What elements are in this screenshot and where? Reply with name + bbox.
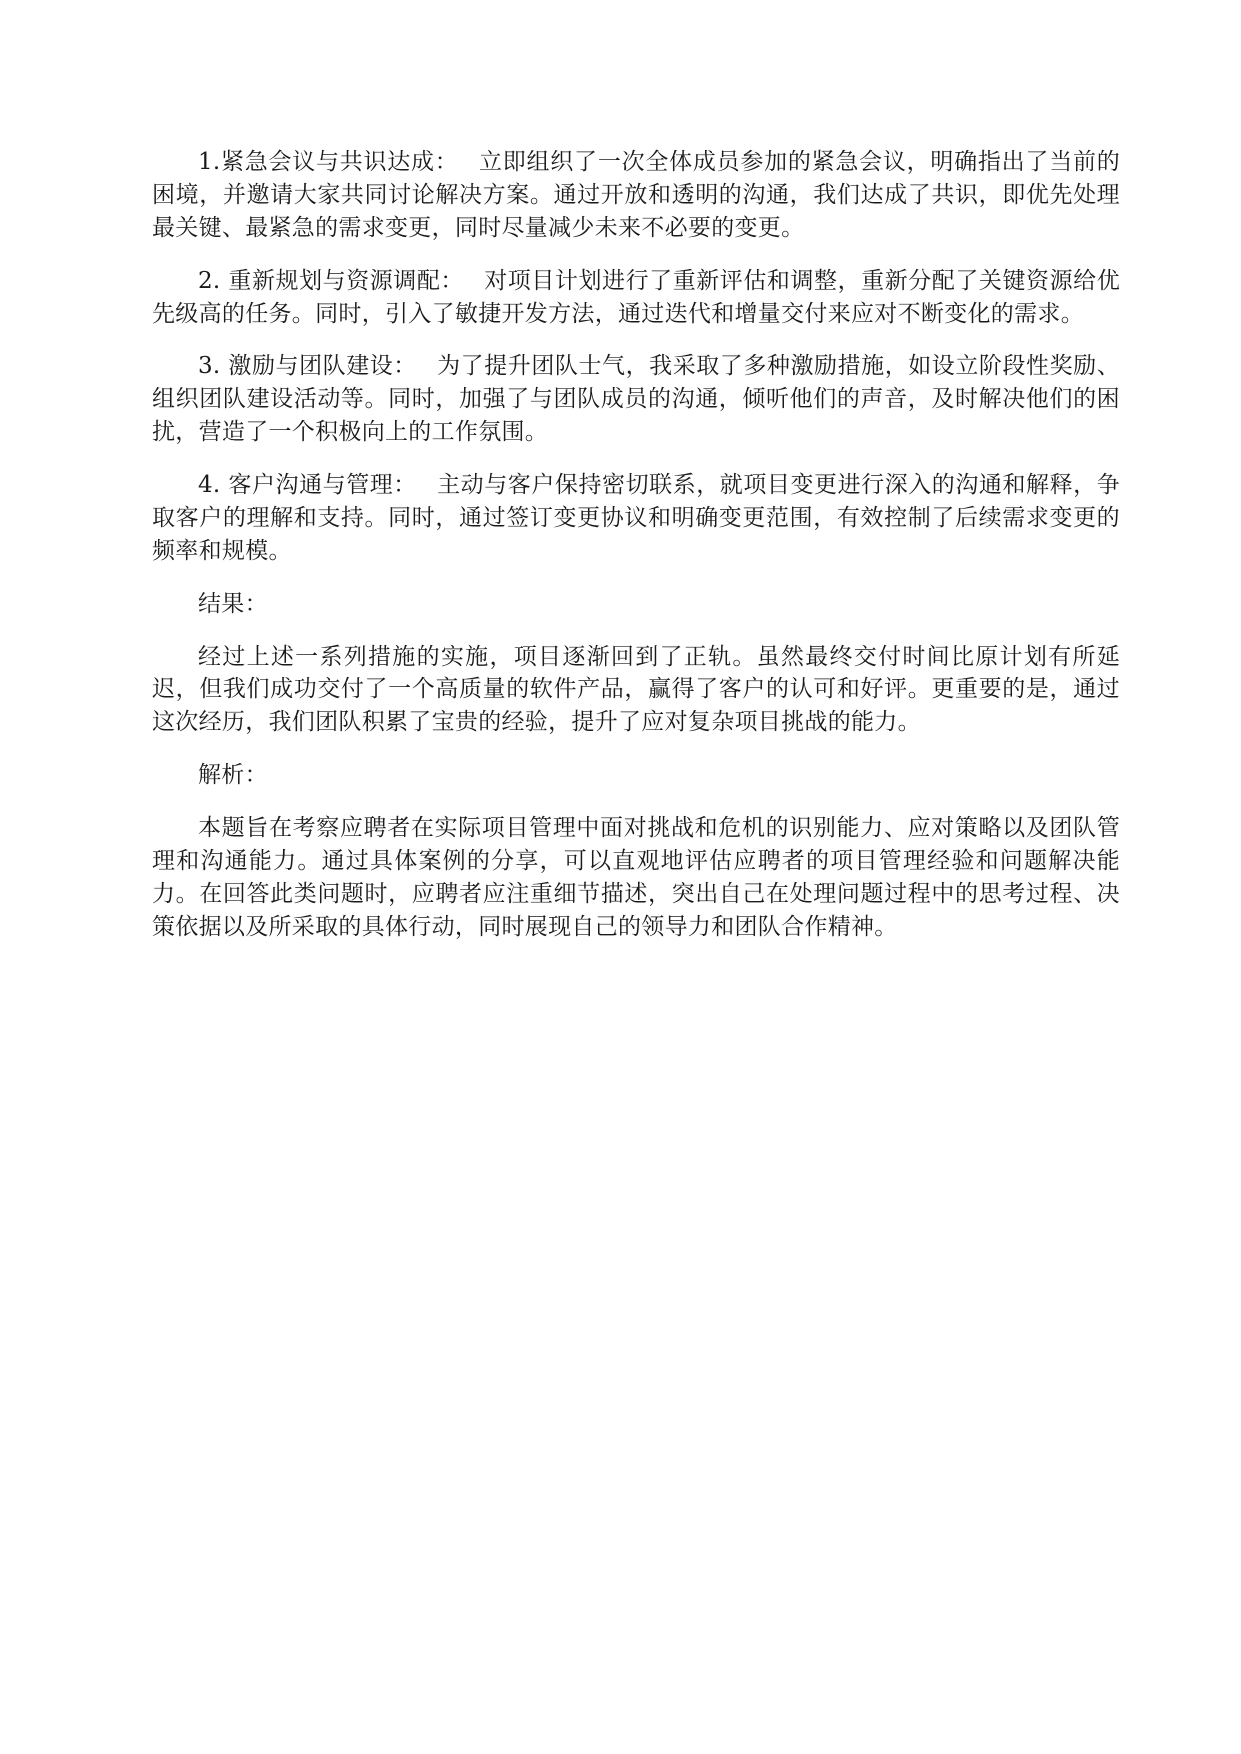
measure-paragraph-4 bbox=[152, 469, 1120, 568]
measure-text-3: 为了提升团队士气，我采取了多种激励措施，如设立阶段性奖励、组织团队建设活动等。同时，加强了与团队成员的沟通，倾听他们的声音，及时解决他们的困扰，营造了一个积极向上的工作氛围。 bbox=[152, 353, 1121, 446]
measure-text-4: 主动与客户保持密切联系，就项目变更进行深入的沟通和解释，争取客户的理解和支持。同时，通过签订变更协议和明确变更范围，有效控制了后续需求变更的频率和规模。 bbox=[152, 472, 1121, 564]
analysis-heading: 解析： bbox=[198, 762, 268, 789]
measure-lead-1: 1.紧急会议与共识达成： bbox=[198, 149, 459, 175]
measure-paragraph-2 bbox=[152, 265, 1120, 331]
result-paragraph: 经过上述一系列措施的实施，项目逐渐回到了正轨。虽然最终交付时间比原计划有所延迟，但我们成功交付了一个高质量的软件产品，赢得了客户的认可和好评。更重要的是，通过这次经历，我们团队积累了宝贵的经验，提升了应对复杂项目挑战的能力。 bbox=[152, 643, 1120, 736]
document-body bbox=[152, 146, 1120, 964]
measure-text-2: 对项目计划进行了重新评估和调整，重新分配了关键资源给优先级高的任务。同时，引入了敏捷开发方法，通过迭代和增量交付来应对不断变化的需求。 bbox=[152, 267, 1121, 327]
measure-lead-3: 3. 激励与团队建设： bbox=[198, 353, 417, 380]
measure-paragraph-1 bbox=[152, 146, 1120, 245]
measure-lead-2: 2. 重新规划与资源调配： bbox=[198, 267, 464, 294]
measure-lead-4: 4. 客户沟通与管理： bbox=[198, 472, 417, 498]
result-heading: 结果： bbox=[198, 590, 268, 617]
measure-paragraph-3 bbox=[152, 350, 1120, 449]
measure-text-1: 立即组织了一次全体成员参加的紧急会议，明确指出了当前的困境，并邀请大家共同讨论解决方案。通过开放和透明的沟通，我们达成了共识，即优先处理最关键、最紧急的需求变更，同时尽量减少未来不必要的变更。 bbox=[152, 149, 1121, 241]
analysis-paragraph: 本题旨在考察应聘者在实际项目管理中面对挑战和危机的识别能力、应对策略以及团队管理和沟通能力。通过具体案例的分享，可以直观地评估应聘者的项目管理经验和问题解决能力。在回答此类问题时，应聘者应注重细节描述，突出自己在处理问题过程中的思考过程、决策依据以及所采取的具体行动，同时展现自己的领导力和团队合作精神。 bbox=[152, 815, 1120, 940]
